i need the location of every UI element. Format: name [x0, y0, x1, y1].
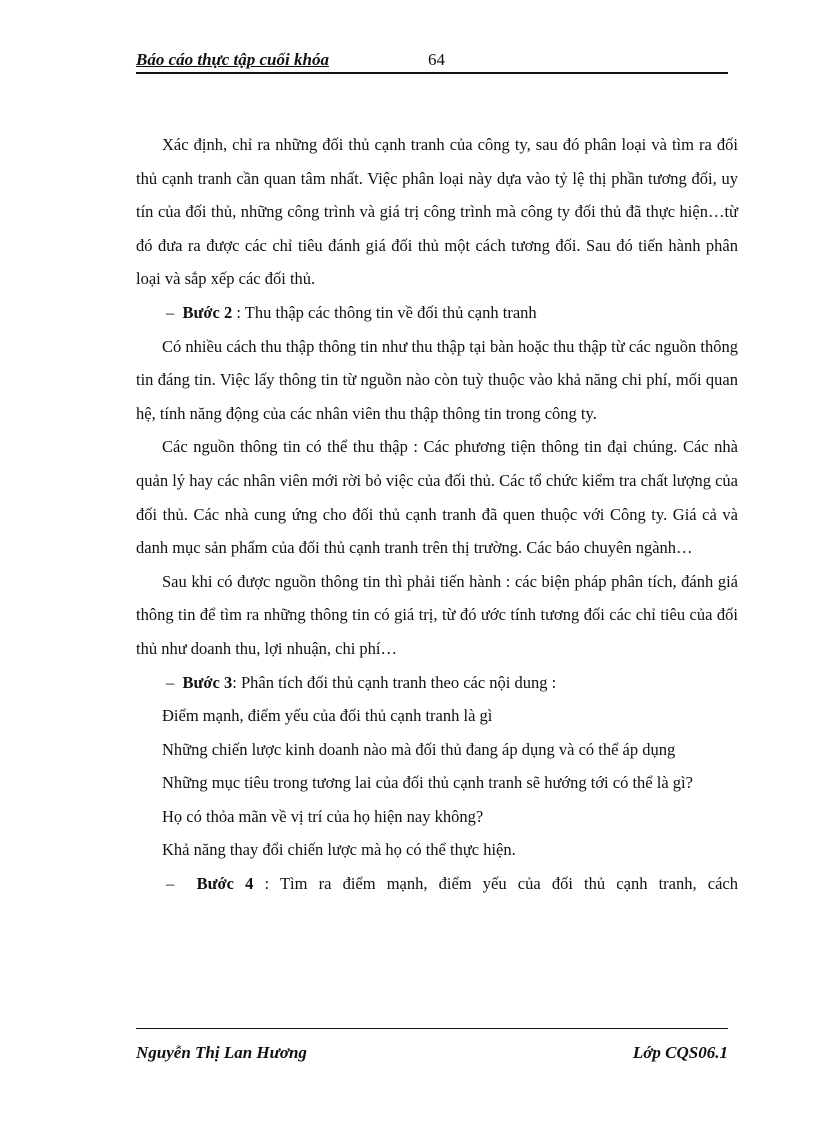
body-paragraph: Họ có thỏa mãn về vị trí của họ hiện nay không? — [162, 806, 484, 826]
page-header — [136, 50, 728, 72]
step-heading — [136, 867, 738, 901]
body-paragraph: Xác định, chỉ ra những đối thủ cạnh tranh của công ty, sau đó phân loại và tìm ra đối thủ cạnh tranh cần quan tâm nhất. Việc phân loại này dựa vào tỷ lệ thị phần tương đối, uy tín của đối thủ, những công trình và giá trị công trình mà công ty đối thủ đã thực hiện…từ đó đưa ra được các chỉ tiêu đánh giá đối thủ một cách tương đối. Sau đó tiến hành phân loại và sắp xếp các đối thủ. — [136, 135, 738, 289]
step-heading — [136, 296, 738, 330]
page-footer — [136, 1043, 728, 1067]
step-label: Bước 3 — [182, 672, 233, 692]
footer-author: Nguyễn Thị Lan Hương — [136, 1043, 307, 1062]
header-title: Báo cáo thực tập cuối khóa — [136, 50, 329, 69]
body-paragraph: Những mục tiêu trong tương lai của đối thủ cạnh tranh sẽ hướng tới có thể là gì? — [162, 773, 693, 793]
body-paragraph: Các nguồn thông tin có thể thu thập : Các phương tiện thông tin đại chúng. Các nhà quản lý hay các nhân viên mới rời bỏ việc của đối thủ. Các tổ chức kiểm tra chất lượng của đối thủ. Các nhà cung ứng cho đối thủ cạnh tranh đã quen thuộc với Công ty. Giá cả và danh mục sản phẩm của đối thủ cạnh tranh trên thị trường. Các báo chuyên ngành… — [136, 437, 738, 558]
step-dash: – — [166, 874, 175, 894]
step-heading — [136, 666, 738, 700]
step-text: : Phân tích đối thủ cạnh tranh theo các nội dung : — [232, 672, 557, 692]
footer-class: Lớp CQS06.1 — [632, 1043, 728, 1062]
document-body — [136, 128, 738, 901]
step-label: Bước 2 — [182, 302, 233, 322]
body-paragraph: Những chiến lược kinh doanh nào mà đối thủ đang áp dụng và có thể áp dụng — [162, 739, 676, 759]
body-paragraph: Sau khi có được nguồn thông tin thì phải tiến hành : các biện pháp phân tích, đánh giá thông tin để tìm ra những thông tin có giá trị, từ đó ước tính tương đối các chỉ tiêu của đối thủ như doanh thu, lợi nhuận, chi phí… — [136, 571, 738, 658]
step-text: : Thu thập các thông tin về đối thủ cạnh tranh — [232, 302, 537, 322]
header-divider — [136, 72, 728, 74]
body-paragraph: Điểm mạnh, điểm yếu của đối thủ cạnh tranh là gì — [162, 706, 493, 726]
footer-divider — [136, 1028, 728, 1029]
body-paragraph: Có nhiều cách thu thập thông tin như thu thập tại bàn hoặc thu thập từ các nguồn thông tin đáng tin. Việc lấy thông tin từ nguồn nào còn tuỳ thuộc vào khả năng chi phí, mối quan hệ, tính năng động của các nhân viên thu thập thông tin trong công ty. — [136, 336, 738, 423]
step-dash: – — [166, 672, 175, 692]
page-number: 64 — [428, 50, 445, 69]
step-text: : Tìm ra điểm mạnh, điểm yếu của đối thủ cạnh tranh, cách — [253, 874, 739, 894]
step-dash: – — [166, 302, 175, 322]
step-label: Bước 4 — [196, 874, 254, 894]
body-paragraph: Khả năng thay đổi chiến lược mà họ có thể thực hiện. — [162, 840, 516, 860]
